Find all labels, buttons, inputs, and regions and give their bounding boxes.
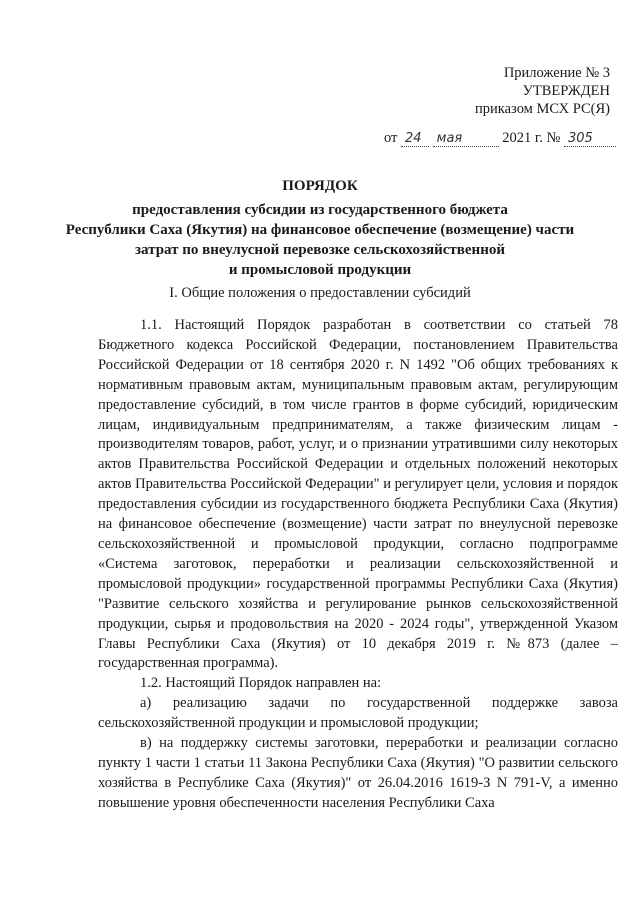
approved-label: УТВЕРЖДЕН [522,83,610,99]
dateline-prefix: от [384,130,398,146]
title-line-3: затрат по внеулусной перевозке сельскохозяйственной [135,242,505,258]
handwritten-month: мая [433,131,499,147]
title-line-2: Республики Саха (Якутия) на финансовое обеспечение (возмещение) части [65,222,575,238]
handwritten-day: 24 [401,131,429,147]
paragraph-1-2-b: в) на поддержку системы заготовки, переработки и реализации согласно пункту 1 части 1 статьи 11 Закона Республики Саха (Якутия) "О развитии сельского хозяйства в Республике Саха (Якутия)" от 26.04.2016 1619-З N 791-V, а именно повышение уровня обеспеченности населения Республики Саха [98,735,618,811]
handwritten-order-number: 305 [564,131,616,147]
document-body [98,316,618,814]
title-line-4: и промысловой продукции [228,262,412,278]
dateline-year: 2021 г. № [502,130,561,146]
appendix-number: Приложение № 3 [503,65,610,81]
paragraph-1-1: 1.1. Настоящий Порядок разработан в соответствии со статьей 78 Бюджетного кодекса Российской Федерации, постановлением Правительства Российской Федерации от 18 сентября 2020 г. N 1492 "Об общих требованиях к нормативным правовым актам, муниципальным правовым актам, регулирующим предоставление субсидий, в том числе грантов в форме субсидий, юридическим лицам, индивидуальным предпринимателям, а также физическим лицам - производителям товаров, работ, услуг, и о признании утратившими силу некоторых актов Правительства Российской Федерации и отдельных положений некоторых актов Правительства Российской Федерации" и регулирует цели, условия и порядок предоставления субсидии из государственного бюджета Республики Саха (Якутия) на финансовое обеспечение (возмещение) части затрат по внеулусной перевозке сельскохозяйственной и промысловой продукции, согласно подпрограмме «Система заготовок, переработки и реализации сельскохозяйственной и промысловой продукции» государственной программы Республики Саха (Якутия) "Развитие сельского хозяйства и регулирование рынков сельскохозяйственной продукции, сырья и продовольствия на 2020 - 2024 годы", утвержденной Указом Главы Республики Саха (Якутия) от 10 декабря 2019 г. №873 (далее – государственная программа). [98,317,618,672]
appendix-block [475,64,610,118]
paragraph-1-2-a: а) реализацию задачи по государственной поддержке завоза сельскохозяйственной продукции и промысловой продукции; [98,695,618,732]
document-title [0,176,640,280]
title-line-1: предоставления субсидии из государственного бюджета [132,202,508,218]
paragraph-1-2: 1.2. Настоящий Порядок направлен на: [140,675,382,692]
order-reference: приказом МСХ РС(Я) [475,101,610,117]
section-title: I. Общие положения о предоставлении субсидий [169,285,471,301]
order-dateline [384,130,616,147]
title-heading: ПОРЯДОК [282,178,358,194]
